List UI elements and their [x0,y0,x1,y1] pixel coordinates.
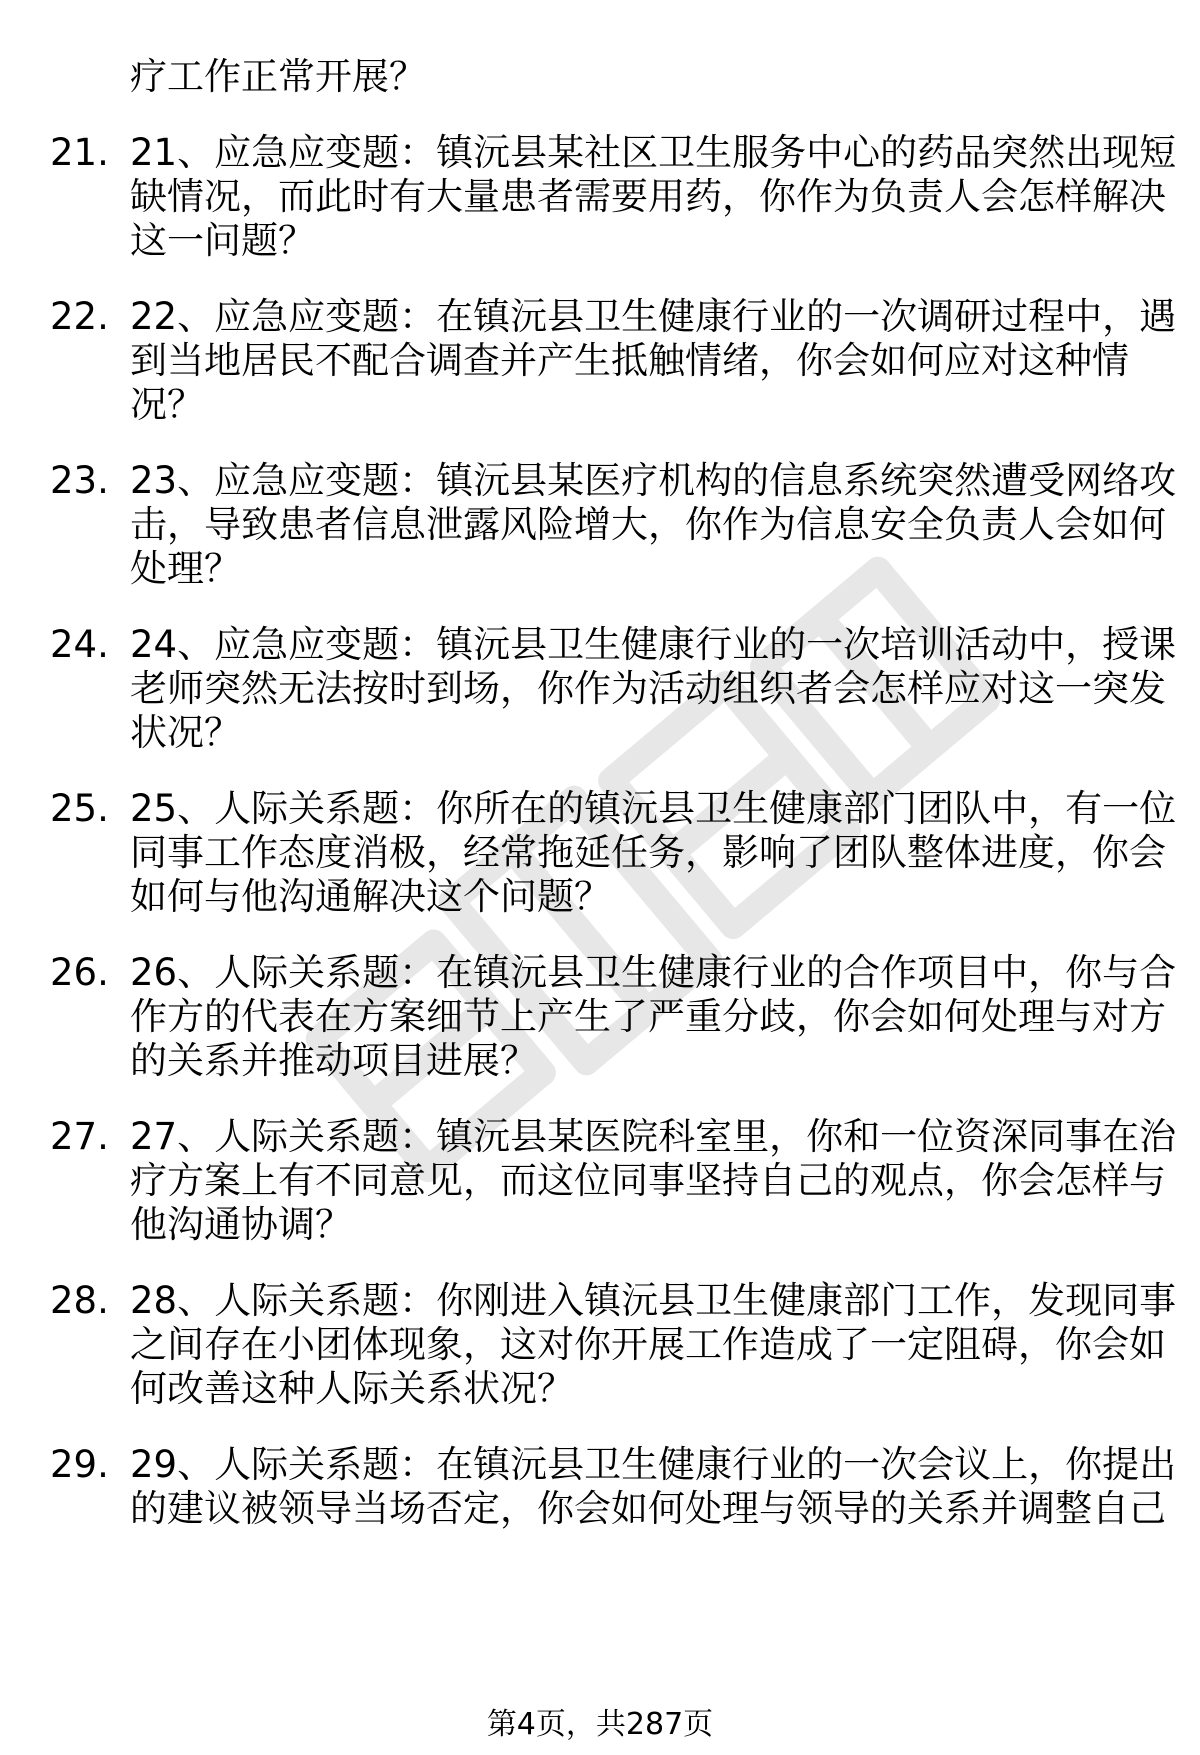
question-text: 如何与他沟通解决这个问题？ [130,875,611,918]
list-number: 24. [50,623,109,666]
question-text: 的建议被领导当场否定，你会如何处理与领导的关系并调整自己 [130,1487,1166,1530]
question-text: 他沟通协调？ [130,1203,352,1246]
list-number: 23. [50,459,109,502]
question-text: 作方的代表在方案细节上产生了严重分歧，你会如何处理与对方 [130,995,1166,1038]
question-text: 22、应急应变题：在镇沅县卫生健康行业的一次调研过程中，遇 [130,295,1177,338]
question-text: 击，导致患者信息泄露风险增大，你作为信息安全负责人会如何 [130,503,1166,546]
question-text: 的关系并推动项目进展？ [130,1039,537,1082]
question-text: 缺情况，而此时有大量患者需要用药，你作为负责人会怎样解决 [130,175,1166,218]
question-text: 29、人际关系题：在镇沅县卫生健康行业的一次会议上，你提出 [130,1443,1177,1486]
question-text: 同事工作态度消极，经常拖延任务，影响了团队整体进度，你会 [130,831,1166,874]
question-text: 到当地居民不配合调查并产生抵触情绪，你会如何应对这种情 [130,339,1129,382]
list-number: 25. [50,787,109,830]
list-number: 21. [50,131,109,174]
question-text: 28、人际关系题：你刚进入镇沅县卫生健康部门工作，发现同事 [130,1279,1177,1322]
list-number: 22. [50,295,109,338]
list-number: 27. [50,1115,109,1158]
list-number: 29. [50,1443,109,1486]
question-text: 状况？ [130,711,241,754]
question-text: 24、应急应变题：镇沅县卫生健康行业的一次培训活动中，授课 [130,623,1177,666]
question-text: 况？ [130,383,204,426]
page-footer: 第4页，共287页 [486,1707,714,1742]
question-text: 老师突然无法按时到场，你作为活动组织者会怎样应对这一突发 [130,667,1166,710]
question-text: 这一问题？ [130,219,315,262]
question-text: 27、人际关系题：镇沅县某医院科室里，你和一位资深同事在治 [130,1115,1177,1158]
question-text: 23、应急应变题：镇沅县某医疗机构的信息系统突然遭受网络攻 [130,459,1177,502]
question-text: 25、人际关系题：你所在的镇沅县卫生健康部门团队中，有一位 [130,787,1177,830]
question-text: 21、应急应变题：镇沅县某社区卫生服务中心的药品突然出现短 [130,131,1177,174]
continuation-line: 疗工作正常开展？ [130,55,426,98]
list-number: 26. [50,951,109,994]
question-text: 26、人际关系题：在镇沅县卫生健康行业的合作项目中，你与合 [130,951,1177,994]
question-text: 之间存在小团体现象，这对你开展工作造成了一定阻碍，你会如 [130,1323,1166,1366]
question-text: 疗方案上有不同意见，而这位同事坚持自己的观点，你会怎样与 [130,1159,1166,1202]
question-text: 处理？ [130,547,241,590]
question-text: 何改善这种人际关系状况？ [130,1367,574,1410]
list-number: 28. [50,1279,109,1322]
